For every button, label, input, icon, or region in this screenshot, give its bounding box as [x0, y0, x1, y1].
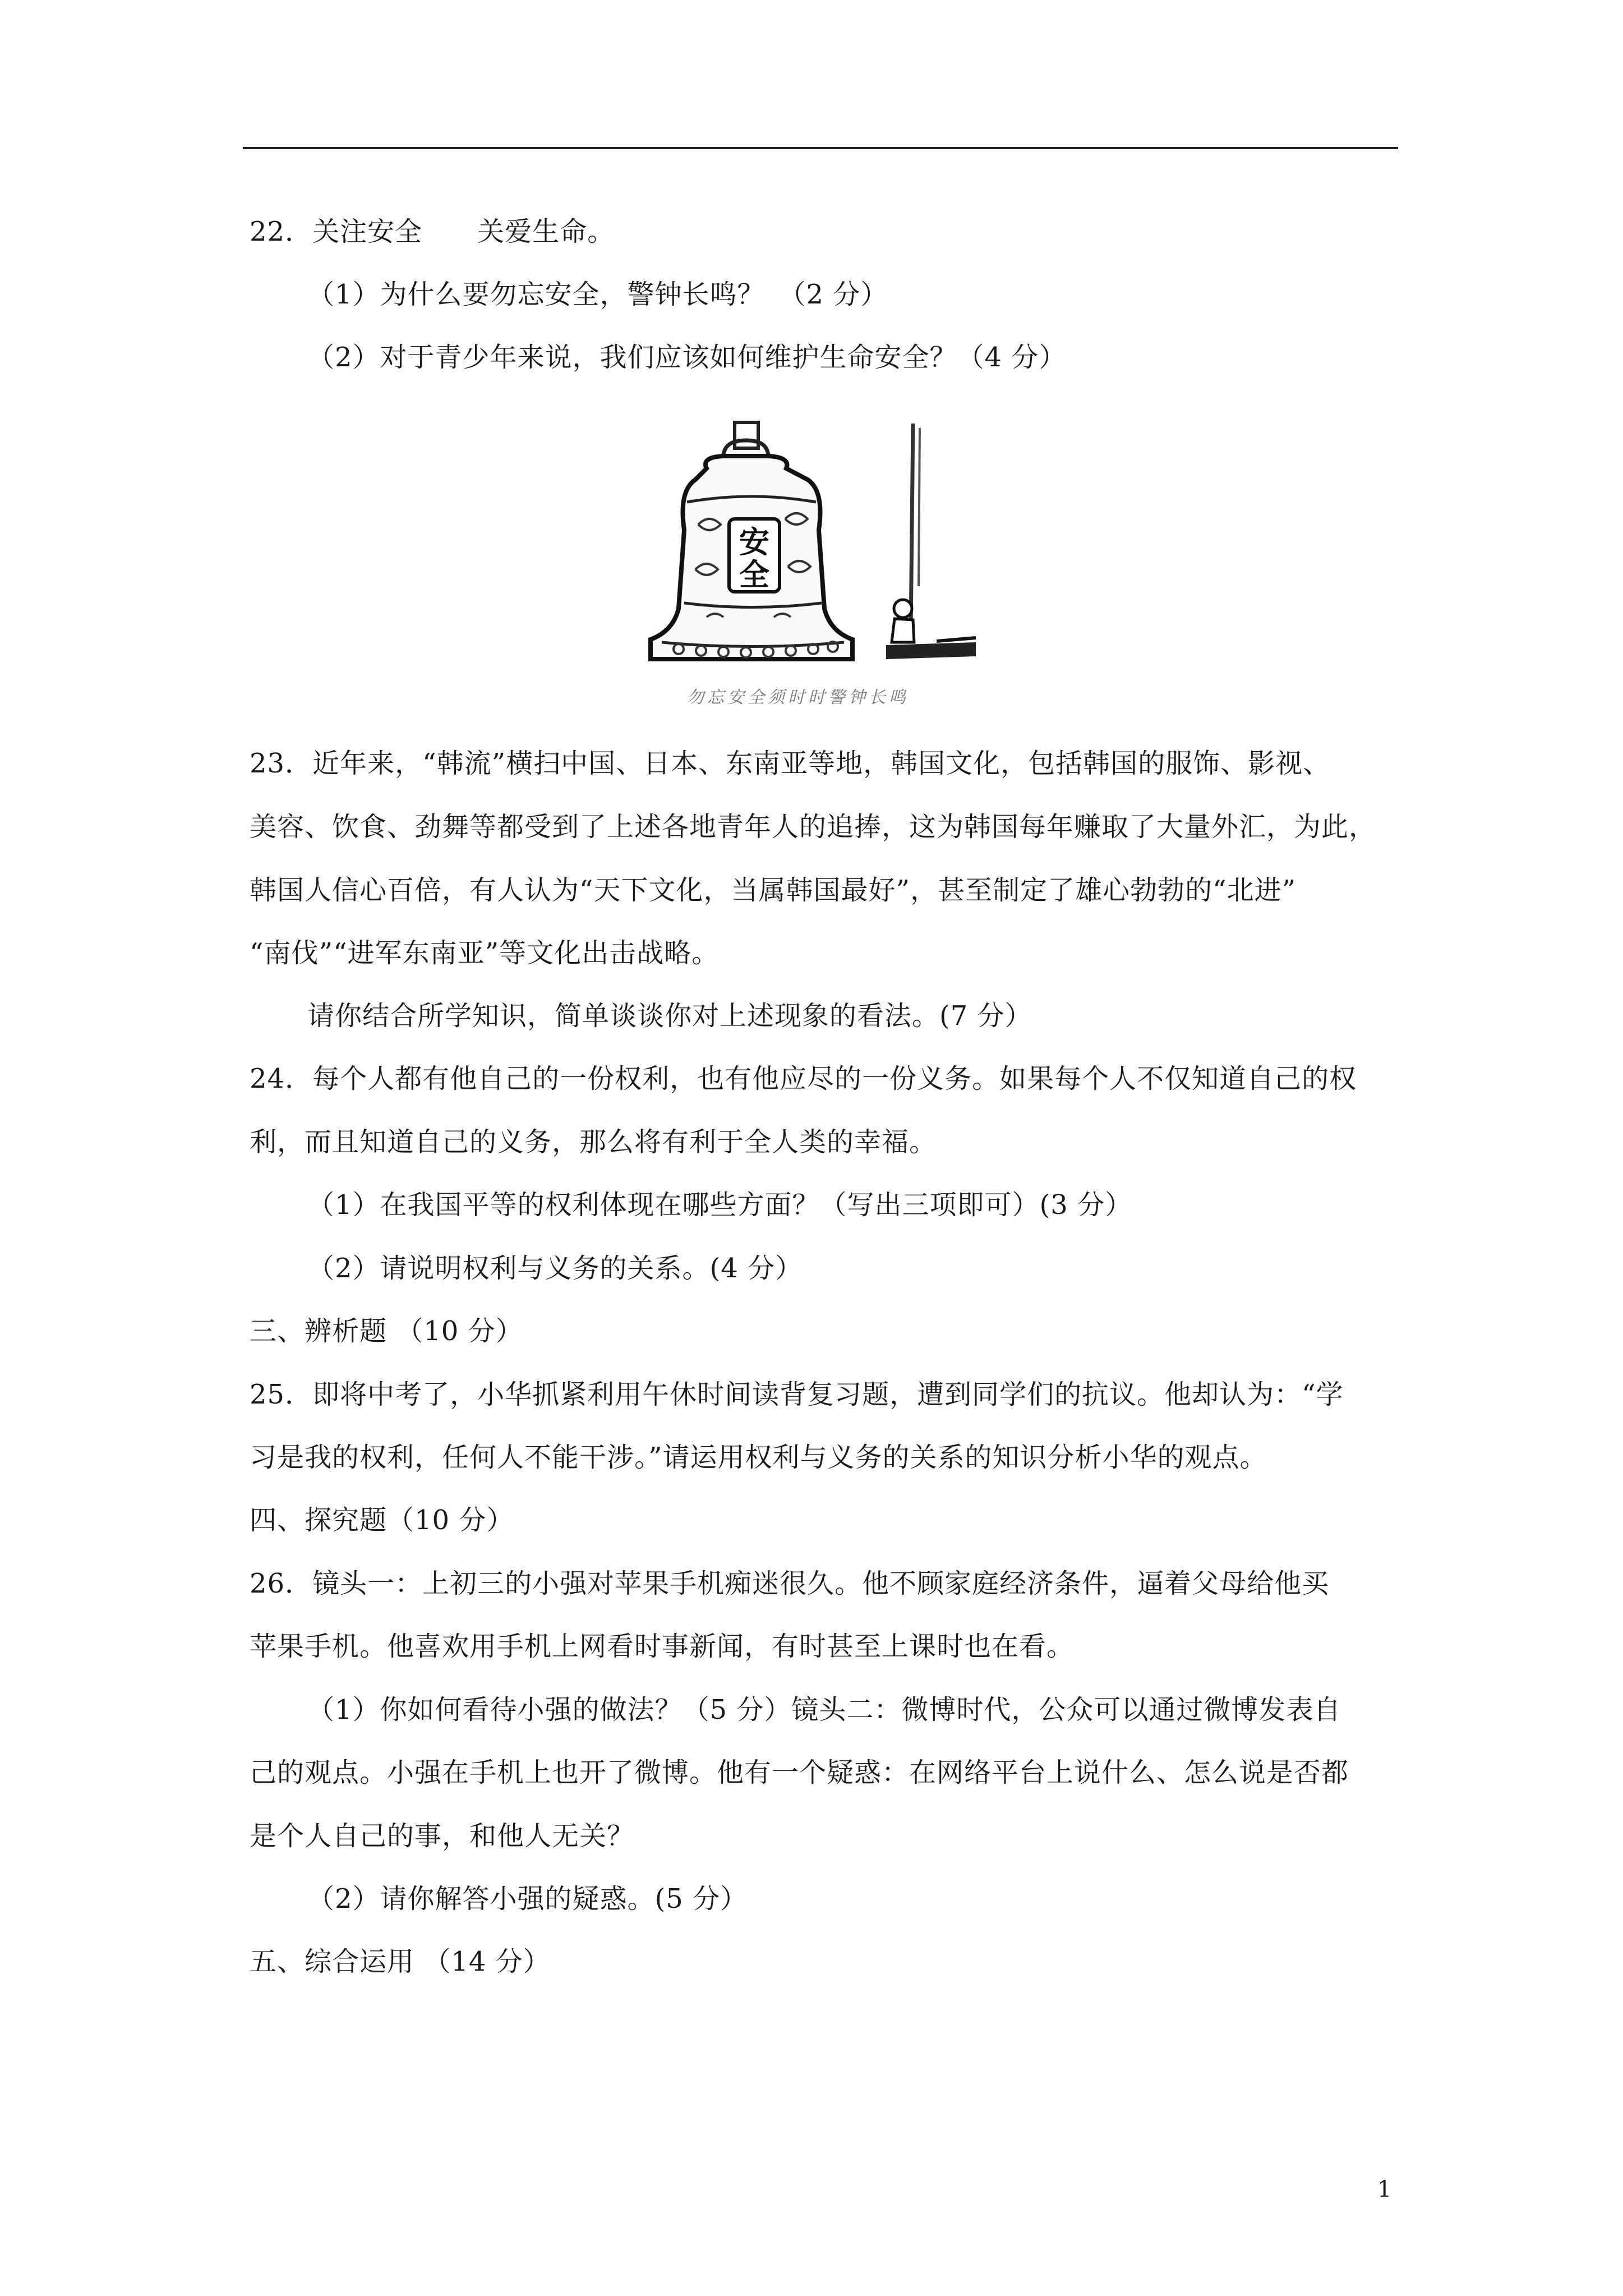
section-4-heading: 四、探究题（10 分）	[250, 1504, 514, 1536]
base-platform	[886, 642, 976, 659]
q24-sub2: （2）请说明权利与义务的关系。(4 分）	[307, 1253, 803, 1284]
q25-line-2: 习是我的权利，任何人不能干涉。”请运用权利与义务的关系的知识分析小华的观点。	[250, 1442, 1267, 1473]
q22-sub1: （1）为什么要勿忘安全，警钟长鸣？ （2 分）	[307, 279, 888, 310]
q22-title: 22．关注安全 关爱生命。	[250, 216, 615, 247]
header-rule	[243, 147, 1398, 149]
q24-line-1: 24．每个人都有他自己的一份权利，也有他应尽的一份义务。如果每个人不仅知道自己的权	[250, 1063, 1357, 1094]
section-3-heading: 三、辨析题 （10 分）	[250, 1315, 523, 1347]
q24-line-2: 利，而且知道自己的义务，那么将有利于全人类的幸福。	[250, 1126, 937, 1158]
q22-sub2: （2）对于青少年来说，我们应该如何维护生命安全？（4 分）	[307, 342, 1067, 373]
q24-sub1: （1）在我国平等的权利体现在哪些方面？（写出三项即可）(3 分）	[307, 1189, 1133, 1221]
q26-sub2: （2）请你解答小强的疑惑。(5 分）	[307, 1883, 748, 1915]
striker-pole	[911, 424, 913, 631]
q26-sub1-line-2: 己的观点。小强在手机上也开了微博。他有一个疑惑：在网络平台上说什么、怎么说是否都	[250, 1757, 1349, 1788]
q26-line-2: 苹果手机。他喜欢用手机上网看时事新闻，有时甚至上课时也在看。	[250, 1631, 1075, 1662]
q23-line-1: 23．近年来，“韩流”横扫中国、日本、东南亚等地，韩国文化，包括韩国的服饰、影视、	[250, 748, 1331, 779]
q23-prompt: 请你结合所学知识，简单谈谈你对上述现象的看法。(7 分）	[307, 1000, 1032, 1032]
q26-sub1-line-3: 是个人自己的事，和他人无关？	[250, 1820, 635, 1852]
bell-character-1: 安	[739, 524, 769, 560]
bell-hanger	[735, 422, 758, 448]
bell-character-2: 全	[739, 557, 769, 592]
q26-sub1-line-1: （1）你如何看待小强的做法？（5 分）镜头二：微博时代，公众可以通过微博发表自	[307, 1694, 1341, 1726]
page-number: 1	[1377, 2177, 1392, 2202]
q23-line-4: “南伐”“进军东南亚”等文化出击战略。	[250, 937, 720, 969]
alarm-bell-illustration	[639, 418, 998, 715]
q26-line-1: 26．镜头一：上初三的小强对苹果手机痴迷很久。他不顾家庭经济条件，逼着父母给他买	[250, 1568, 1330, 1599]
person-figure	[894, 600, 912, 618]
q25-line-1: 25．即将中考了，小华抓紧利用午休时间读背复习题，遭到同学们的抗议。他却认为：“学	[250, 1379, 1344, 1410]
figure-caption: 勿忘安全须时时警钟长鸣	[687, 688, 909, 707]
q23-line-3: 韩国人信心百倍，有人认为“天下文化，当属韩国最好”，甚至制定了雄心勃勃的“北进”	[250, 875, 1297, 906]
q23-line-2: 美容、饮食、劲舞等都受到了上述各地青年人的追捧，这为韩国每年赚取了大量外汇，为此，	[250, 811, 1377, 843]
section-5-heading: 五、综合运用 （14 分）	[250, 1946, 551, 1977]
